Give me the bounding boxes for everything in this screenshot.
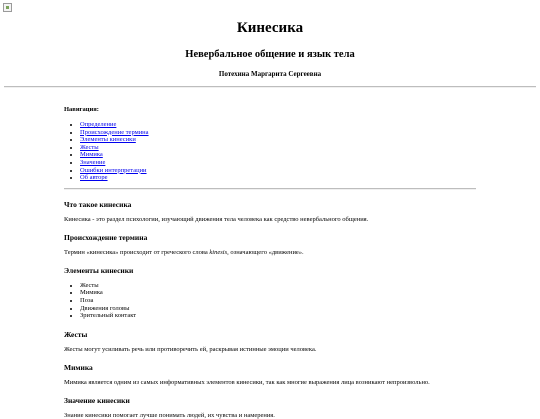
list-item: • Движения головы (80, 305, 476, 313)
page-header (0, 0, 540, 78)
elements-list (64, 282, 476, 320)
nav-item (80, 167, 476, 175)
list-item: • Поза (80, 297, 476, 305)
section-heading: Жесты (64, 329, 88, 339)
list-item: • Зрительный контакт (80, 312, 476, 320)
section-heading: Значение кинесики (64, 395, 130, 405)
list-item: • Жесты (80, 282, 476, 290)
section-facial (64, 363, 476, 386)
navigation (64, 106, 476, 182)
nav-item (80, 121, 476, 129)
navigation-title: Навигация: (64, 106, 99, 113)
section-heading: Элементы кинесики (64, 265, 134, 275)
nav-item (80, 144, 476, 152)
page-subtitle: Невербальное общение и язык тела (185, 49, 355, 60)
nav-item (80, 151, 476, 159)
section-gestures (64, 330, 476, 353)
origin-text-after: , означающего «движение». (227, 248, 304, 256)
page-title: Кинесика (236, 20, 304, 36)
nav-link-elements[interactable]: Элементы кинесики (80, 136, 136, 144)
nav-link-gestures[interactable]: Жесты (80, 143, 99, 151)
nav-link-errors[interactable]: Ошибки интерпретации (80, 166, 147, 174)
section-text: Жесты могут усиливать речь или противоречить ей, раскрывая истинные эмоции человека. (64, 345, 317, 353)
section-text (64, 249, 476, 256)
nav-link-meaning[interactable]: Значение (80, 158, 106, 166)
nav-link-definition[interactable]: Определение (80, 121, 117, 128)
section-text: Кинесика - это раздел психологии, изучающий движения тела человека как средство невербального общения. (64, 215, 369, 223)
section-heading: Происхождение термина (64, 232, 148, 242)
section-meaning (64, 396, 476, 419)
section-elements (64, 266, 476, 320)
navigation-list (64, 121, 476, 182)
nav-item (80, 129, 476, 137)
origin-text-before: Термин «кинесика» происходит от греческого слова (64, 248, 210, 256)
section-definition (64, 200, 476, 223)
header-divider (4, 86, 536, 88)
greek-term: kinesis (209, 248, 228, 256)
nav-link-facial[interactable]: Мимика (80, 151, 103, 159)
section-heading: Что такое кинесика (64, 199, 132, 209)
author-name: Потехина Маргарита Сергеевна (218, 70, 322, 78)
section-text: Мимика является одним из самых информативных элементов кинесики, так как многие выражения лица возникают непроизвольно. (64, 378, 430, 386)
section-text: Знание кинесики помогает лучше понимать людей, их чувства и намерения. (64, 411, 275, 419)
list-item: • Мимика (80, 289, 476, 297)
nav-item (80, 159, 476, 167)
broken-image-icon (3, 3, 12, 12)
main-content (0, 106, 540, 419)
nav-link-author[interactable]: Об авторе (80, 174, 108, 182)
nav-item (80, 136, 476, 144)
nav-link-origin[interactable]: Происхождение термина (80, 128, 149, 136)
nav-item (80, 174, 476, 182)
section-origin (64, 233, 476, 256)
nav-divider (64, 188, 476, 190)
section-heading: Мимика (64, 362, 93, 372)
